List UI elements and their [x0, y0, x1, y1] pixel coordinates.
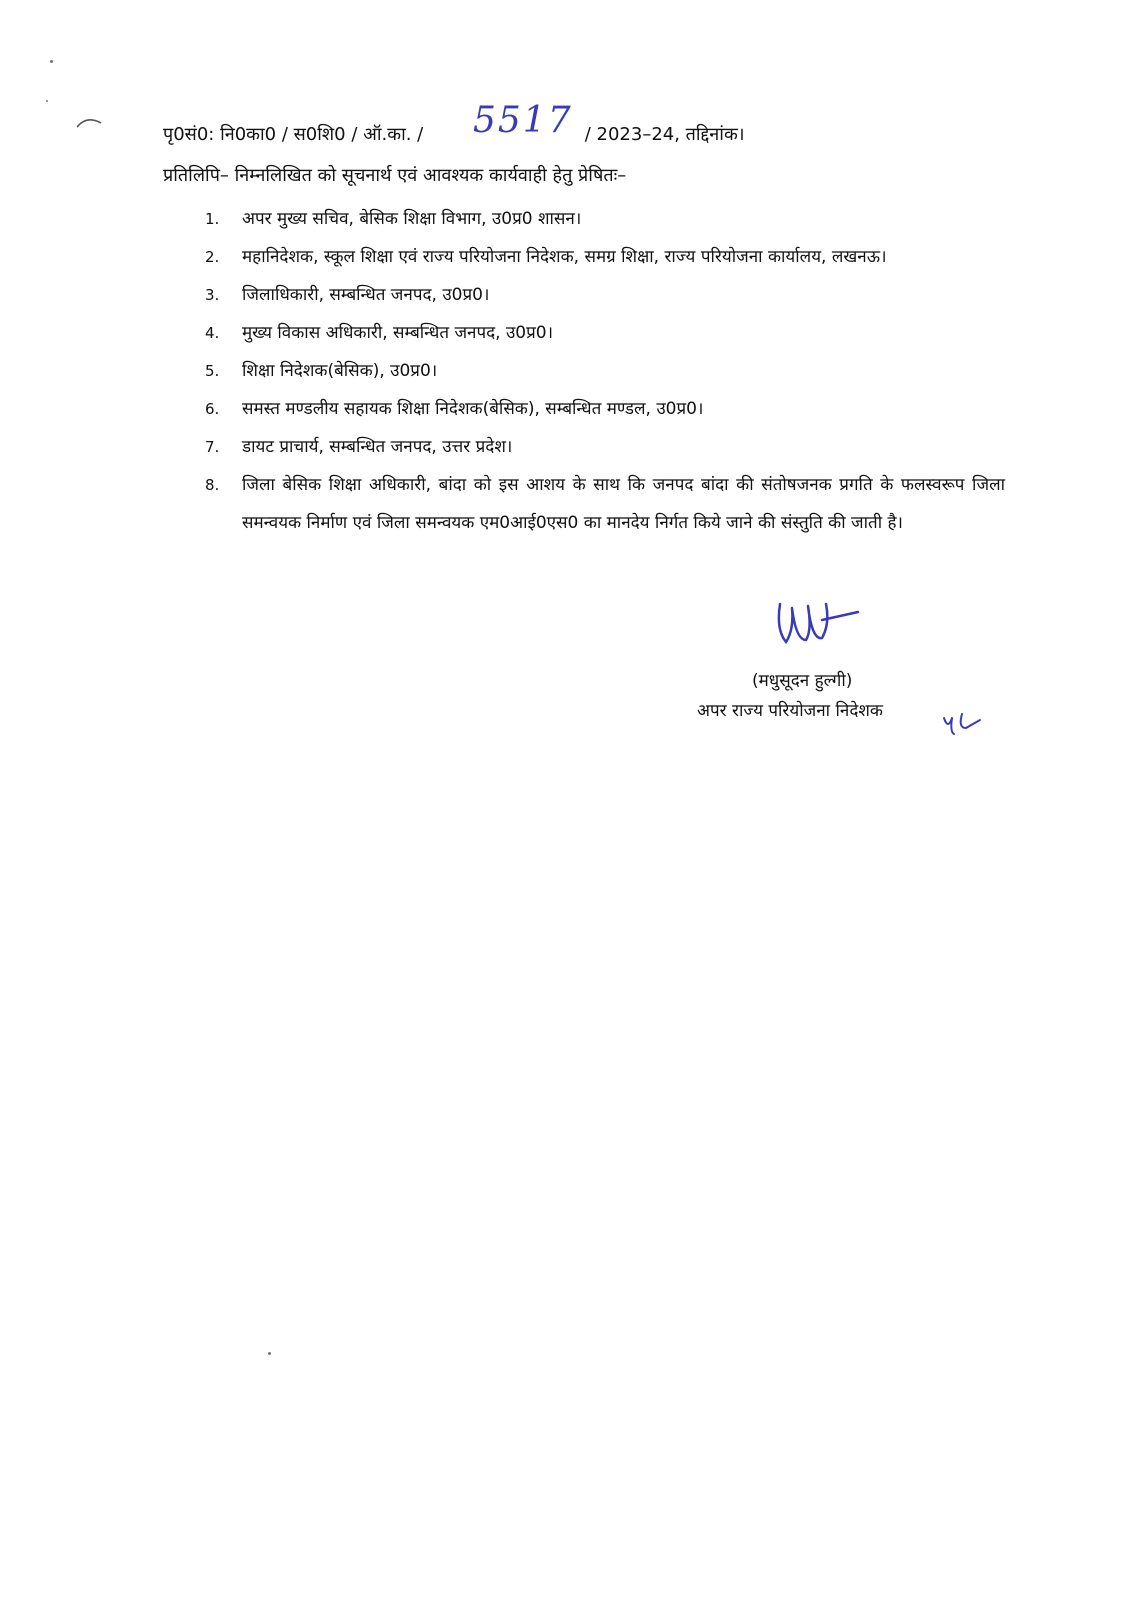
- recipient-number: 6.: [205, 400, 220, 418]
- recipient-text: अपर मुख्य सचिव, बेसिक शिक्षा विभाग, उ0प्र0 शासन।: [242, 209, 582, 229]
- handwritten-signature: [772, 600, 862, 650]
- recipient-item: [205, 352, 1005, 390]
- recipient-item: [205, 238, 1005, 276]
- recipient-item: [205, 390, 1005, 428]
- recipient-text: शिक्षा निदेशक(बेसिक), उ0प्र0।: [242, 361, 438, 381]
- recipient-number: 7.: [205, 438, 220, 456]
- scan-speck: [46, 100, 48, 102]
- handwritten-initials: [940, 710, 986, 736]
- recipient-number: 1.: [205, 210, 220, 228]
- scan-speck: [268, 1352, 271, 1355]
- recipient-list: [205, 200, 1005, 542]
- recipient-text: समस्त मण्डलीय सहायक शिक्षा निदेशक(बेसिक), सम्बन्धित मण्डल, उ0प्र0।: [242, 399, 704, 419]
- recipient-text: मुख्य विकास अधिकारी, सम्बन्धित जनपद, उ0प्र0।: [242, 323, 554, 343]
- recipient-text: महानिदेशक, स्कूल शिक्षा एवं राज्य परियोजना निदेशक, समग्र शिक्षा, राज्य परियोजना कार्यालय, लखनऊ।: [242, 247, 887, 267]
- handwritten-reference-number: 5517: [473, 100, 573, 141]
- copy-heading: प्रतिलिपि– निम्नलिखित को सूचनार्थ एवं आवश्यक कार्यवाही हेतु प्रेषितः–: [163, 165, 627, 186]
- recipient-text: जिला बेसिक शिक्षा अधिकारी, बांदा को इस आशय के साथ कि जनपद बांदा की संतोषजनक प्रगति के फलस्वरूप जिला समन्वयक निर्माण एवं जिला समन्वयक एम0आई0एस0 का मानदेय निर्गत किये जाने की संस्तुति की जाती है।: [242, 475, 1005, 533]
- scan-speck: [50, 60, 53, 63]
- signatory-designation: अपर राज्य परियोजना निदेशक: [697, 701, 883, 721]
- recipient-item: [205, 428, 1005, 466]
- recipient-number: 8.: [205, 476, 220, 494]
- recipient-number: 3.: [205, 286, 220, 304]
- recipient-number: 4.: [205, 324, 220, 342]
- recipient-item: [205, 466, 1005, 542]
- reference-suffix: / 2023–24, तद्दिनांक।: [584, 124, 745, 145]
- recipient-number: 5.: [205, 362, 220, 380]
- reference-line: [163, 122, 745, 146]
- recipient-text: जिलाधिकारी, सम्बन्धित जनपद, उ0प्र0।: [242, 285, 490, 305]
- reference-prefix: पृ0सं0: नि0का0 / स0शि0 / ऑ.का. /: [163, 124, 424, 145]
- recipient-text: डायट प्राचार्य, सम्बन्धित जनपद, उत्तर प्रदेश।: [242, 437, 513, 457]
- recipient-item: [205, 200, 1005, 238]
- recipient-item: [205, 314, 1005, 352]
- recipient-item: [205, 276, 1005, 314]
- recipient-number: 2.: [205, 248, 220, 266]
- signatory-name: (मधुसूदन हुल्गी): [752, 671, 853, 691]
- corner-scan-mark: [75, 115, 105, 131]
